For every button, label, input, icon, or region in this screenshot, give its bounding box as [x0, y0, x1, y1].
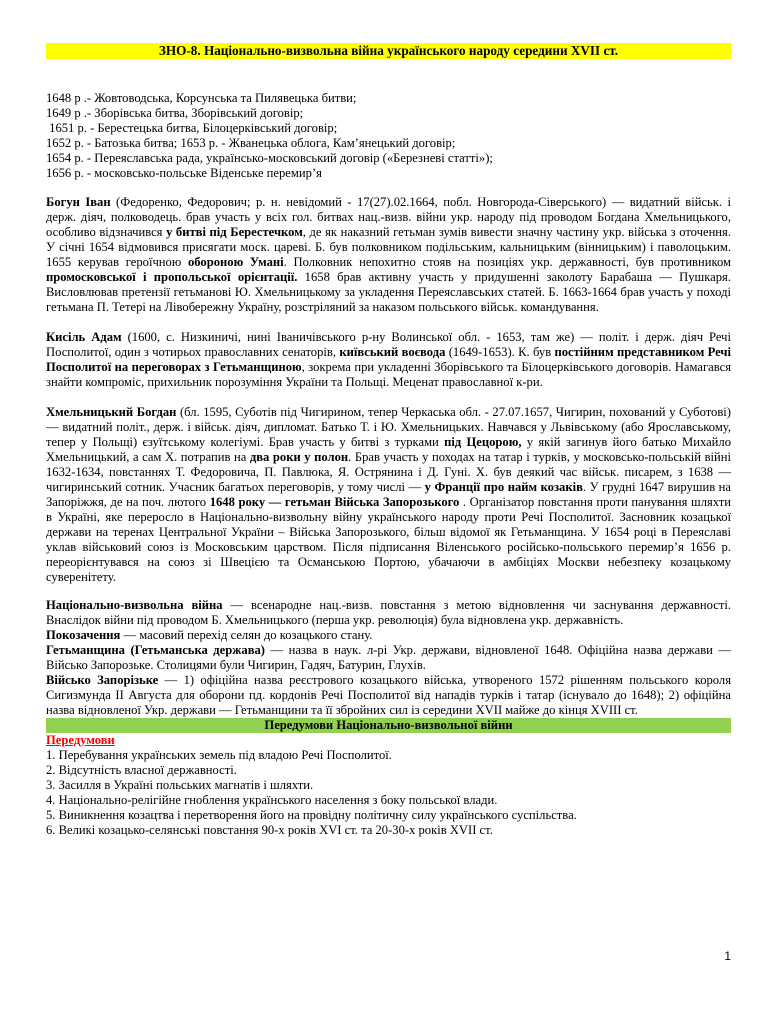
- definition-pokozachennia: Покозачення — масовий перехід селян до козацького стану.: [46, 628, 373, 642]
- definition-hetmanshchyna: Гетьманщина (Гетьманська держава) — назва в наук. л-рі Укр. держави, відновленої 1648. Офіційна назва держави — Військо Запорозьке. Столицями були Чигирин, Гадяч, Батурин, Глухів.: [46, 643, 732, 672]
- list-item: 5. Виникнення козацтва і перетворення його на провідну політичну силу українського суспільства.: [46, 808, 577, 822]
- bohun-name: Богун Іван: [46, 195, 111, 209]
- date-item: 1649 р .- Зборівська битва, Зборівський договір;: [46, 106, 304, 120]
- khmelnytsky-paragraph: Хмельницький Богдан (бл. 1595, Суботів під Чигирином, тепер Черкаська обл. - 27.07.1657, Чигирин, похований у Суботові) — видатний політ., держ. і військ. діяч, дипломат. Батько Т. і Ю. Хмельницьких. Навчався у Львівському (або Ярославському, тепер у Польщі) єзуїтському колегіумі. Брав участь у битві з турками під Цецорою, у якій загинув його батько Михайло Хмельницький, а сам Х. потрапив на два роки у полон. Брав участь у походах на татар і турків, у московсько-польській війні 1632-1634, повстаннях Т. Федоровича, П. Павлюка, Я. Острянина і Д. Гуні. Х. був деякий час військ. писарем, з 1638 — чигиринський сотник. Учасник багатьох переговорів, у тому числі — у Франції про найм козаків. У грудні 1647 вирушив на Запоріжжя, де на поч. лютого 1648 року — гетьман Війська Запорозького . Організатор повстання проти панування шляхти в Україні, яке переросло в Національно-визвольну війну українського народу проти Речі Посполитої. Засновник козацької держави на теренах Центральної України – Війська Запорозького, більш відомої як Гетьманщина. У 1654 році в Переяславі уклав військовий союз із Московським царством. Після підписання Віленського російсько-польського перемир’я 1656 р. переорієнтувався на союз зі Швецією та Османською Портою, убачаючи в амбіціях Москви небезпеку козацькому суверенітету.: [46, 405, 732, 584]
- list-item: 2. Відсутність власної державності.: [46, 763, 237, 777]
- definitions: [46, 598, 731, 718]
- definition-viisko-zaporizke: Військо Запорізьке — 1) офіційна назва реєстрового козацького війська, утвореного 1572 рішенням польського короля Сигизмунда ІІ Августа для оборони пд. кордонів Речі Посполитої від нападів турків і татар (існувало до 1648); 2) офіційна назва відновленої Укр. держави — Гетьманщини та її збройних сил із середини XVII майже до кінця XVIII ст.: [46, 673, 731, 717]
- definition-war: Національно-визвольна війна — всенародне нац.-визв. повстання з метою відновлення чи заснування державності. Внаслідок війни під проводом Б. Хмельницького (перша укр. революція) була відновлена укр. державність.: [46, 598, 732, 627]
- date-item: 1654 р. - Переяславська рада, українсько-московський договір («Березневі статті»);: [46, 151, 493, 165]
- date-item: 1648 р .- Жовтоводська, Корсунська та Пилявецька битви;: [46, 91, 357, 105]
- date-item: 1656 р. - московсько-польське Віденське перемир’я: [46, 166, 322, 180]
- kysil-name: Кисіль Адам: [46, 330, 122, 344]
- kysil-paragraph: Кисіль Адам (1600, с. Низкиничі, нині Іваничівського р-ну Волинської обл. - 1653, там же) — політ. і держ. діяч Речі Посполитої, один з чотирьох православних сенаторів, київський воєвода (1649-1653). К. був постійним представником Речі Посполитої на переговорах з Гетьманщиною, зокрема при укладенні Зборівського та Білоцерківського договорів. Намагався знайти компроміс, прихильник порозуміння України та Польщі. Меценат православної к-ри.: [46, 330, 731, 389]
- list-item: 1. Перебування українських земель під владою Речі Посполитої.: [46, 748, 392, 762]
- page-number: 1: [724, 949, 731, 963]
- dates-list: [46, 91, 731, 181]
- date-item: 1651 р. - Берестецька битва, Білоцерківський договір;: [46, 121, 338, 135]
- list-item: 6. Великі козацько-селянські повстання 90-х років XVI ст. та 20-30-х років XVII ст.: [46, 823, 493, 837]
- khmelnytsky-name: Хмельницький Богдан: [46, 405, 177, 419]
- section-subhead: Передумови: [46, 733, 115, 747]
- date-item: 1652 р. - Батозька битва; 1653 р. - Жванецька облога, Кам’янецький договір;: [46, 136, 456, 150]
- page-title: ЗНО-8. Національно-визвольна війна українського народу середини XVII ст.: [46, 43, 731, 59]
- section-title: Передумови Національно-визвольної війни: [46, 718, 731, 733]
- prerequisites-list: [46, 748, 731, 838]
- page-content: [46, 43, 731, 838]
- list-item: 4. Національно-релігійне гноблення українського населення з боку польської влади.: [46, 793, 498, 807]
- bohun-paragraph: Богун Іван (Федоренко, Федорович; р. н. невідомий - 17(27).02.1664, побл. Новгорода-Сіверського) — видатний військ. і держ. діяч, полководець. брав участь у всіх гол. битвах нац.-визв. війни укр. народу під проводом Богдана Хмельницького, особливо відзначився у битві під Берестечком, де як наказний гетьман зумів вивести значну частину укр. війська з оточення. У січні 1654 відмовився присягати моск. цареві. Б. був полковником подільським, кальницьким (вінницьким) і паволоцьким. 1655 керував героїчною обороною Умані. Полковник непохитно стояв на позиціях укр. державності, був противником промосковської і пропольської орієнтації. 1658 брав активну участь у придушенні заколоту Барабаша — Пушкаря. Висловлював претензії гетьманові Ю. Хмельницькому за укладення Переяславських статей. Б. 1663-1664 брав участь у поході гетьмана П. Тетері на Лівобережну Україну, розстріляний за наказом польського військ. командування.: [46, 195, 731, 314]
- list-item: 3. Засилля в Україні польських магнатів і шляхти.: [46, 778, 314, 792]
